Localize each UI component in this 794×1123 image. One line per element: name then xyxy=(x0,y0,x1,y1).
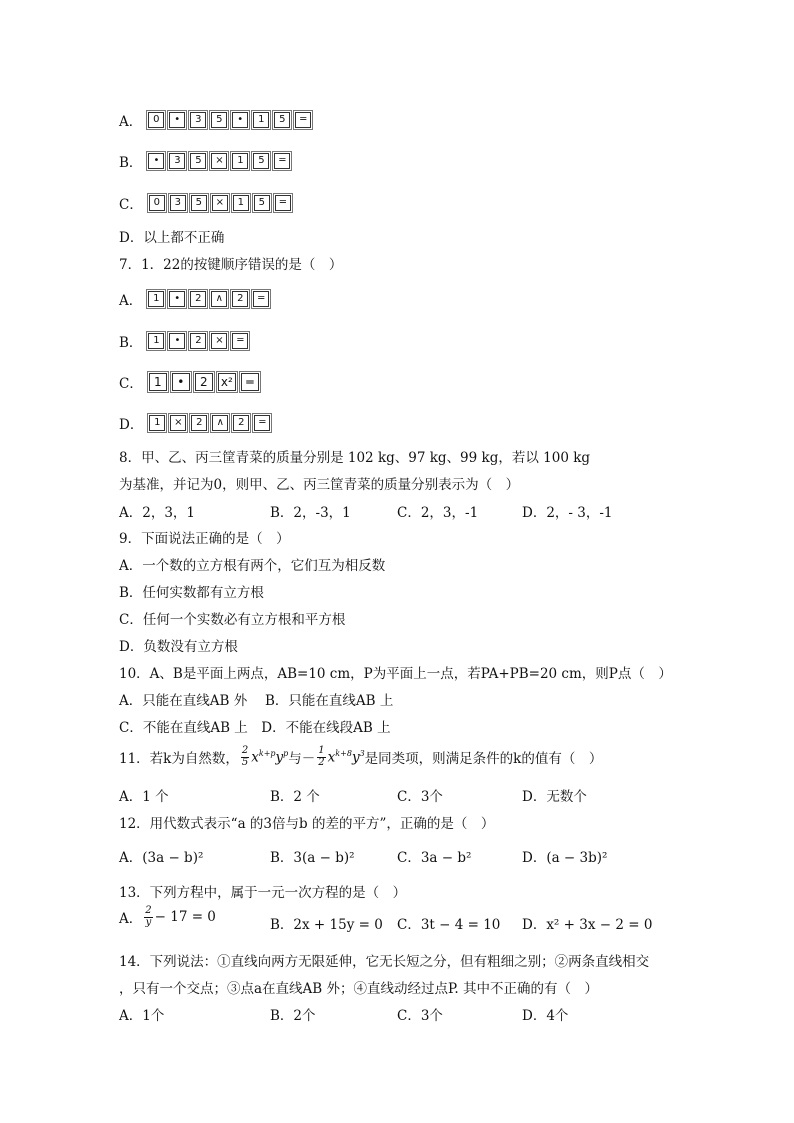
q12-stem xyxy=(119,812,494,832)
q6-option-c xyxy=(119,193,294,213)
key-sequence xyxy=(148,112,314,128)
q9-stem xyxy=(119,527,290,547)
option-label: A． xyxy=(119,293,143,309)
calculator-key: 1 xyxy=(253,112,269,128)
q11-stem xyxy=(119,746,602,768)
option-label: B． xyxy=(119,335,143,351)
question-text: 12．用代数式表示“a 的3倍与b 的差的平方”，正确的是（ ） xyxy=(119,816,495,832)
calculator-key: 5 xyxy=(274,112,290,128)
q6-option-d xyxy=(119,226,224,246)
option-text: A．只能在直线AB 外 B．只能在直线AB 上 xyxy=(119,693,394,709)
fraction: $\frac{1}{2}$ xyxy=(318,745,325,768)
fraction: $\frac{2}{y}$ xyxy=(145,905,152,928)
q13-option-d: D．x² + 3x − 2 = 0 xyxy=(522,917,653,933)
q9-option-b xyxy=(119,581,264,601)
q7-option-a xyxy=(119,289,272,309)
calculator-key: 2 xyxy=(190,291,206,307)
calculator-key: • xyxy=(148,153,164,169)
calculator-key: ═ xyxy=(275,195,291,211)
q11-option-a: A．1 个 xyxy=(119,789,169,805)
q12-option-d: D．(a − 3b)² xyxy=(522,850,608,866)
q11-option-c: C．3个 xyxy=(397,789,443,805)
question-text: 14．下列说法：①直线向两方无限延伸，它无长短之分，但有粗细之别；②两条直线相交 xyxy=(119,954,650,970)
term: $x^{k+p}y^p$ xyxy=(251,748,289,766)
question-text: 是同类项，则满足条件的k的值有（ ） xyxy=(364,751,603,767)
q10-stem xyxy=(119,662,672,682)
calculator-key: 1 xyxy=(232,153,248,169)
calculator-key: ∧ xyxy=(212,415,228,431)
q13-stem xyxy=(119,881,406,901)
calculator-key: × xyxy=(170,415,186,431)
q13-option-b: B．2x + 15y = 0 xyxy=(270,917,383,933)
q6-option-a xyxy=(119,110,314,130)
q14-stem-line2 xyxy=(119,977,598,997)
calculator-key: 5 xyxy=(254,195,270,211)
q8-option-b: B．2，-3，1 xyxy=(270,505,351,521)
option-label: C． xyxy=(119,376,143,392)
q14-option-d: D．4个 xyxy=(522,1008,569,1024)
calculator-key: ═ xyxy=(253,291,269,307)
q8-option-c: C．2，3，-1 xyxy=(397,505,479,521)
option-label: A． xyxy=(119,911,143,927)
calculator-key: 1 xyxy=(148,333,164,349)
q11-option-b: B．2 个 xyxy=(270,789,320,805)
q14-option-a: A．1个 xyxy=(119,1008,165,1024)
option-text: C．任何一个实数必有立方根和平方根 xyxy=(119,612,346,628)
calculator-key: • xyxy=(169,291,185,307)
question-text: 10．A、B是平面上两点，AB=10 cm，P为平面上一点，若PA+PB=20 cm，则P点（ ） xyxy=(119,666,672,682)
question-text: 7．1．22的按键顺序错误的是（ ） xyxy=(119,257,343,273)
question-text: 9．下面说法正确的是（ ） xyxy=(119,531,290,547)
calculator-key: 3 xyxy=(169,153,185,169)
option-text: C．不能在直线AB 上 D．不能在线段AB 上 xyxy=(119,720,391,736)
option-text: D．以上都不正确 xyxy=(119,230,225,246)
key-sequence xyxy=(149,373,262,391)
q12-option-c: C．3a − b² xyxy=(397,850,472,866)
calculator-key: 2 xyxy=(195,373,213,391)
question-text: 11．若k为自然数， xyxy=(119,751,239,767)
q14-option-b: B．2个 xyxy=(270,1008,316,1024)
option-label: D． xyxy=(119,417,144,433)
calculator-key: 5 xyxy=(211,112,227,128)
calculator-key: 2 xyxy=(190,333,206,349)
q8-option-a: A．2，3，1 xyxy=(119,505,196,521)
calculator-key: × xyxy=(211,153,227,169)
calculator-key: 2 xyxy=(191,415,207,431)
calculator-key: 0 xyxy=(149,195,165,211)
calculator-key: • xyxy=(232,112,248,128)
option-label: A． xyxy=(119,114,143,130)
calculator-key: • xyxy=(172,373,190,391)
option-label: C． xyxy=(119,197,143,213)
calculator-key: ═ xyxy=(241,373,259,391)
q6-option-b xyxy=(119,151,293,171)
connector-text: 与－ xyxy=(288,751,316,767)
key-sequence xyxy=(148,333,251,349)
calculator-key: 1 xyxy=(149,373,167,391)
q9-option-c xyxy=(119,608,345,628)
calculator-key: ∧ xyxy=(211,291,227,307)
q8-stem-line2 xyxy=(119,473,519,493)
calculator-key: 3 xyxy=(170,195,186,211)
calculator-key: 5 xyxy=(191,195,207,211)
calculator-key: × xyxy=(212,195,228,211)
calculator-key: 2 xyxy=(232,291,248,307)
key-sequence xyxy=(149,195,294,211)
q9-option-d xyxy=(119,635,238,655)
question-text: ，只有一个交点；③点a在直线AB 外；④直线动经过点P. 其中不正确的有（ ） xyxy=(119,981,598,997)
q14-stem-line1 xyxy=(119,950,649,970)
q7-option-c xyxy=(119,372,262,392)
calculator-key: 1 xyxy=(148,291,164,307)
calculator-key: 0 xyxy=(148,112,164,128)
calculator-key: x² xyxy=(218,373,236,391)
key-sequence xyxy=(149,415,273,431)
key-sequence xyxy=(148,291,272,307)
question-text: 13．下列方程中，属于一元一次方程的是（ ） xyxy=(119,885,407,901)
calculator-key: 1 xyxy=(233,195,249,211)
q12-option-b: B．3(a − b)² xyxy=(270,850,355,866)
q7-stem xyxy=(119,253,342,273)
q10-options-row1 xyxy=(119,689,393,709)
q8-option-d: D．2，- 3，-1 xyxy=(522,505,613,521)
calculator-key: 5 xyxy=(190,153,206,169)
term: $x^{k+8}y^3$ xyxy=(327,748,365,766)
calculator-key: × xyxy=(211,333,227,349)
q9-option-a xyxy=(119,554,385,574)
calculator-key: ═ xyxy=(295,112,311,128)
question-text: 8．甲、乙、丙三筐青菜的质量分别是 102 kg、97 kg、99 kg，若以 100 kg xyxy=(119,450,591,466)
calculator-key: ═ xyxy=(254,415,270,431)
calculator-key: 3 xyxy=(190,112,206,128)
q10-options-row2 xyxy=(119,716,391,736)
option-text: D．负数没有立方根 xyxy=(119,639,238,655)
calculator-key: 2 xyxy=(233,415,249,431)
key-sequence xyxy=(148,153,293,169)
option-text: B．任何实数都有立方根 xyxy=(119,585,264,601)
q14-option-c: C．3个 xyxy=(397,1008,443,1024)
q11-option-d: D．无数个 xyxy=(522,789,587,805)
calculator-key: • xyxy=(169,333,185,349)
option-text: A．一个数的立方根有两个，它们互为相反数 xyxy=(119,558,386,574)
option-label: B． xyxy=(119,155,143,171)
q13-option-c: C．3t − 4 = 10 xyxy=(397,917,501,933)
q8-stem-line1 xyxy=(119,446,590,466)
option-text: − 17 = 0 xyxy=(154,909,216,925)
q7-option-d xyxy=(119,413,273,433)
fraction: $\frac{2}{5}$ xyxy=(241,745,249,768)
q12-option-a: A．(3a − b)² xyxy=(119,850,204,866)
calculator-key: ═ xyxy=(232,333,248,349)
calculator-key: ═ xyxy=(274,153,290,169)
q13-option-a xyxy=(119,906,216,928)
calculator-key: 5 xyxy=(253,153,269,169)
calculator-key: 1 xyxy=(149,415,165,431)
calculator-key: • xyxy=(169,112,185,128)
q7-option-b xyxy=(119,331,251,351)
question-text: 为基准，并记为0，则甲、乙、丙三筐青菜的质量分别表示为（ ） xyxy=(119,477,520,493)
